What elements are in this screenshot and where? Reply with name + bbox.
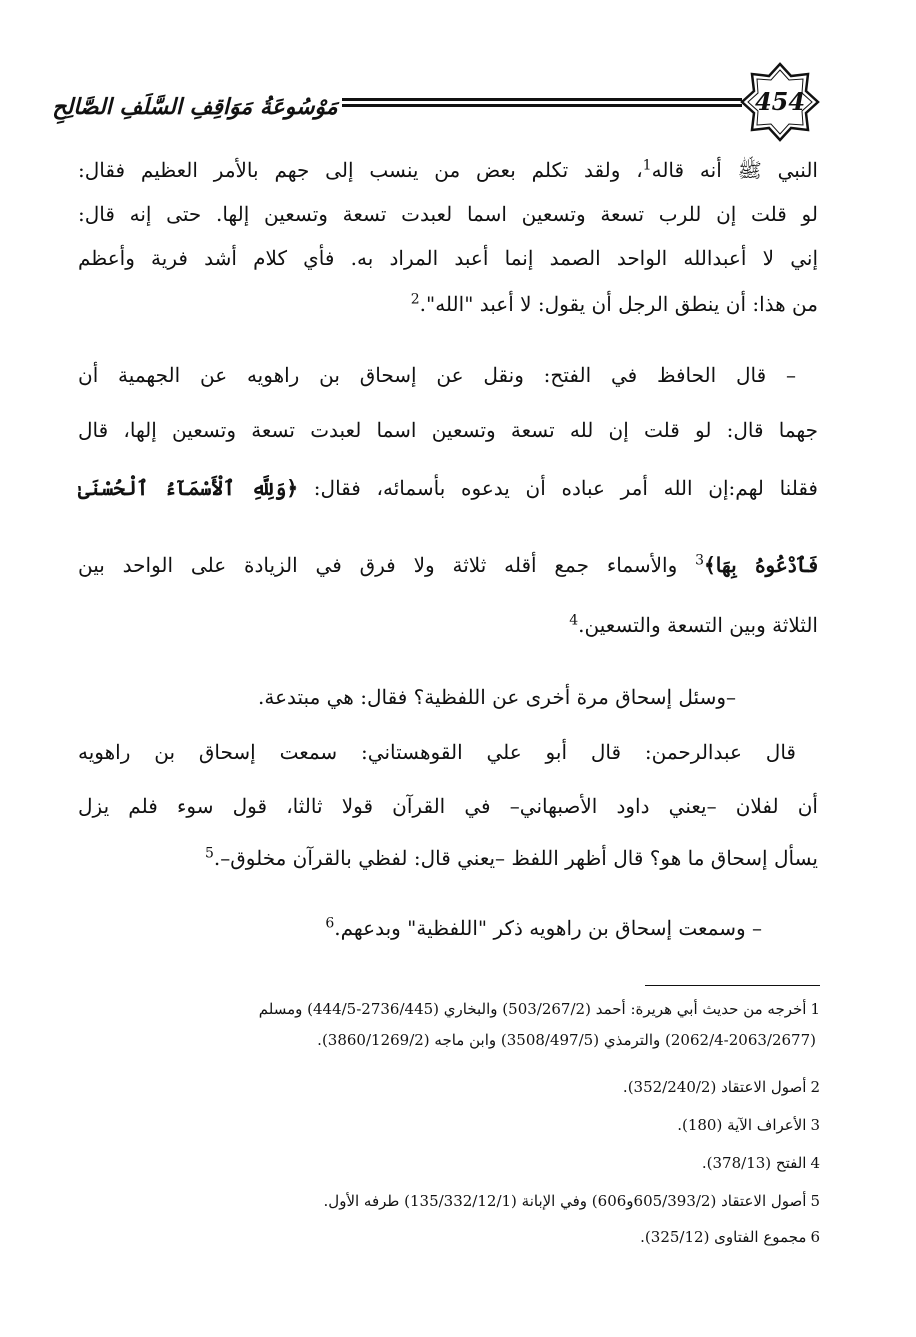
footnote: 1أخرجه من حديث أبي هريرة: أحمد (503/267/2) والبخاري (2736/445-444/5) ومسلم — [258, 1000, 820, 1018]
footnote-separator — [645, 985, 820, 986]
body-line: إني لا أعبدالله الواحد الصمد إنما أعبد المراد به. فأي كلام أشد فرية وأعظم — [78, 246, 818, 270]
body-line: يسأل إسحاق ما هو؟ قال أظهر اللفظ –يعني قال: لفظي بالقرآن مخلوق–.$^5$ — [204, 845, 818, 870]
page-number: 454 — [754, 87, 806, 116]
body-line: فَٱدْعُوهُ بِهَا﴾$^3$ والأسماء جمع أقله ثلاثة ولا فرق في الزيادة على الواحد بين — [78, 552, 819, 577]
page-header — [50, 62, 820, 142]
body-line: الثلاثة وبين التسعة والتسعين.$^4$ — [569, 612, 818, 637]
body-line: – قال الحافظ في الفتح: ونقل عن إسحاق بن راهويه عن الجهمية أن — [78, 363, 796, 387]
body-line: فقلنا لهم:إن الله أمر عباده أن يدعوه بأسمائه، فقال: ﴿وَلِلَّهِ ٱلْأَسْمَآءُ ٱلْحُسْنَىٰ — [78, 476, 818, 500]
footnote: 5أصول الاعتقاد (605/393/2و606) وفي الإبانة (135/332/12/1) طرفه الأول. — [323, 1192, 820, 1210]
body-line: قال عبدالرحمن: قال أبو علي القوهستاني: سمعت إسحاق بن راهويه — [78, 740, 796, 764]
body-line: النبي ﷺ أنه قاله$^1$، ولقد تكلم بعض من ينسب إلى جهم بالأمر العظيم فقال: — [78, 157, 818, 182]
body-line: من هذا: أن ينطق الرجل أن يقول: لا أعبد "الله".$^2$ — [410, 291, 818, 316]
body-line: جهما قال: لو قلت إن لله تسعة وتسعين اسما لعبدت تسعة وتسعين إلها، قال — [78, 418, 819, 442]
body-line: لو قلت إن للرب تسعة وتسعين اسما لعبدت تسعة وتسعين إلها. حتى إنه قال: — [78, 202, 818, 226]
quran-verse: فَٱدْعُوهُ بِهَا﴾ — [704, 553, 819, 577]
header-rule — [342, 98, 742, 110]
body-line: – وسمعت إسحاق بن راهويه ذكر "اللفظية" وبدعهم.$^6$ — [325, 915, 762, 940]
footnote: (2062/4-2063/2677) والترمذي (3508/497/5) وابن ماجه (3860/1269/2). — [317, 1031, 816, 1049]
footnote: 6مجموع الفتاوى (325/12). — [640, 1228, 820, 1246]
footnote: 2أصول الاعتقاد (352/240/2). — [622, 1078, 820, 1096]
page-number-badge — [740, 62, 820, 142]
footnote: 4الفتح (378/13). — [701, 1154, 820, 1172]
quran-verse: ﴿وَلِلَّهِ ٱلْأَسْمَآءُ ٱلْحُسْنَىٰ — [78, 476, 299, 500]
series-title: مَوْسُوعَةُ مَوَاقِفِ السَّلَفِ الصَّالِحِ — [52, 94, 338, 120]
body-line: أن لفلان –يعني داود الأصبهاني– في القرآن قولا ثالثا، قول سوء فلم يزل — [78, 794, 818, 818]
body-line: –وسئل إسحاق مرة أخرى عن اللفظية؟ فقال: هي مبتدعة. — [257, 685, 736, 709]
footnote: 3الأعراف الآية (180). — [677, 1116, 820, 1134]
